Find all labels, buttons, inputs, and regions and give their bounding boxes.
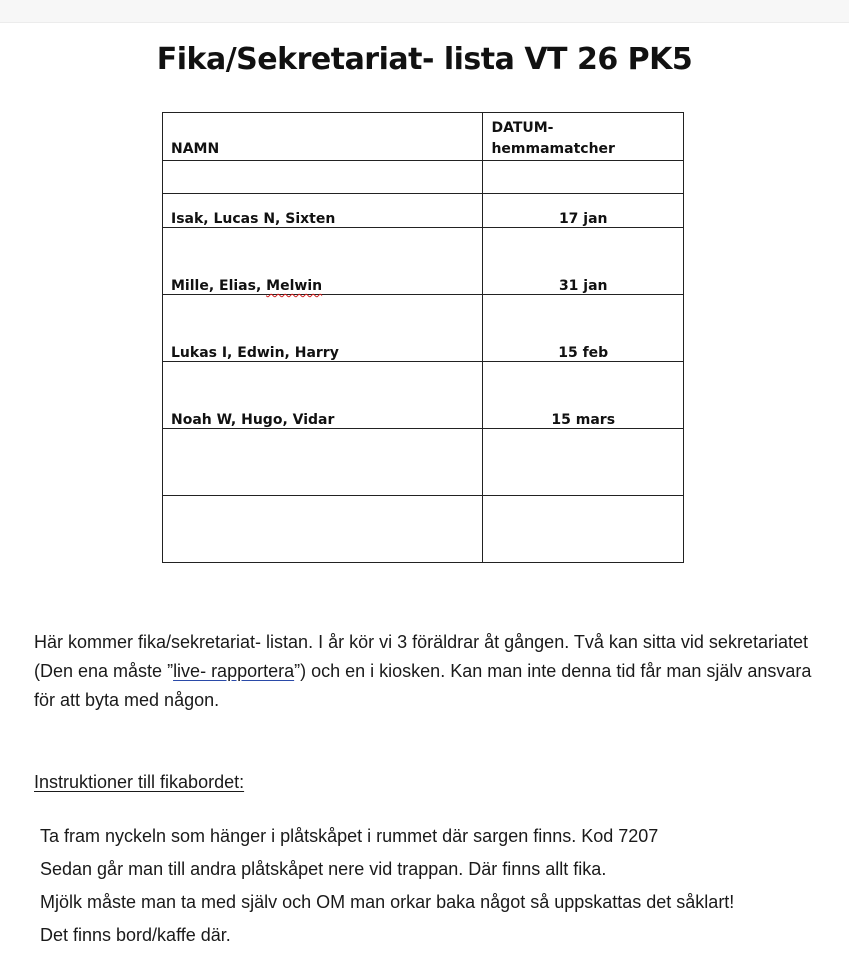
- name-cell: [163, 228, 483, 295]
- date-cell: [483, 496, 684, 563]
- info-paragraph: [34, 628, 834, 715]
- name-cell: [163, 429, 483, 496]
- list-item: Det finns bord/kaffe där.: [40, 925, 231, 945]
- name-cell: [163, 161, 483, 194]
- name-text: Mille, Elias,: [171, 278, 267, 294]
- table-row: [163, 194, 684, 228]
- list-item: Ta fram nyckeln som hänger i plåtskåpet i rummet där sargen finns. Kod 7207: [40, 826, 659, 846]
- table-row: [163, 295, 684, 362]
- header-name: NAMN: [163, 113, 483, 161]
- instructions-heading: Instruktioner till fikabordet:: [34, 772, 245, 792]
- date-cell: 15 mars: [483, 362, 684, 429]
- document-title: Fika/Sekretariat- lista VT 26 PK5: [156, 42, 693, 77]
- list-item: Sedan går man till andra plåtskåpet nere vid trappan. Där finns allt fika.: [40, 859, 607, 879]
- name-cell: [163, 496, 483, 563]
- spellcheck-flagged-word: Melwin: [266, 278, 323, 294]
- date-cell: [483, 161, 684, 194]
- name-cell: Lukas I, Edwin, Harry: [163, 295, 483, 362]
- date-cell: 31 jan: [483, 228, 684, 295]
- name-cell: Noah W, Hugo, Vidar: [163, 362, 483, 429]
- table-row: [163, 362, 684, 429]
- paragraph-text-start: Här kommer fika/sekretariat- listan. I år kör vi 3 föräldrar åt gången. Två kan sitta vid sekretariatet (Den ena måste ”: [34, 632, 808, 681]
- date-cell: [483, 429, 684, 496]
- instructions-list: [40, 820, 840, 952]
- header-date-line2: hemmamatcher: [491, 141, 615, 157]
- live-report-link[interactable]: live- rapportera: [173, 661, 295, 681]
- table-row: [163, 496, 684, 563]
- table-row: [163, 161, 684, 194]
- name-cell: Isak, Lucas N, Sixten: [163, 194, 483, 228]
- list-item: Mjölk måste man ta med själv och OM man orkar baka något så uppskattas det såklart!: [40, 892, 735, 912]
- date-cell: 15 feb: [483, 295, 684, 362]
- top-bar: [0, 0, 849, 23]
- table-row: [163, 429, 684, 496]
- paragraph-text-end: ”) och en i kiosken. Kan man inte denna tid får man själv ansvara för att byta med någon.: [34, 661, 812, 710]
- header-date: [483, 113, 684, 161]
- date-cell: 17 jan: [483, 194, 684, 228]
- table-header-row: [163, 113, 684, 161]
- schedule-table: [162, 112, 684, 563]
- header-date-line1: DATUM-: [491, 120, 554, 136]
- table-row: [163, 228, 684, 295]
